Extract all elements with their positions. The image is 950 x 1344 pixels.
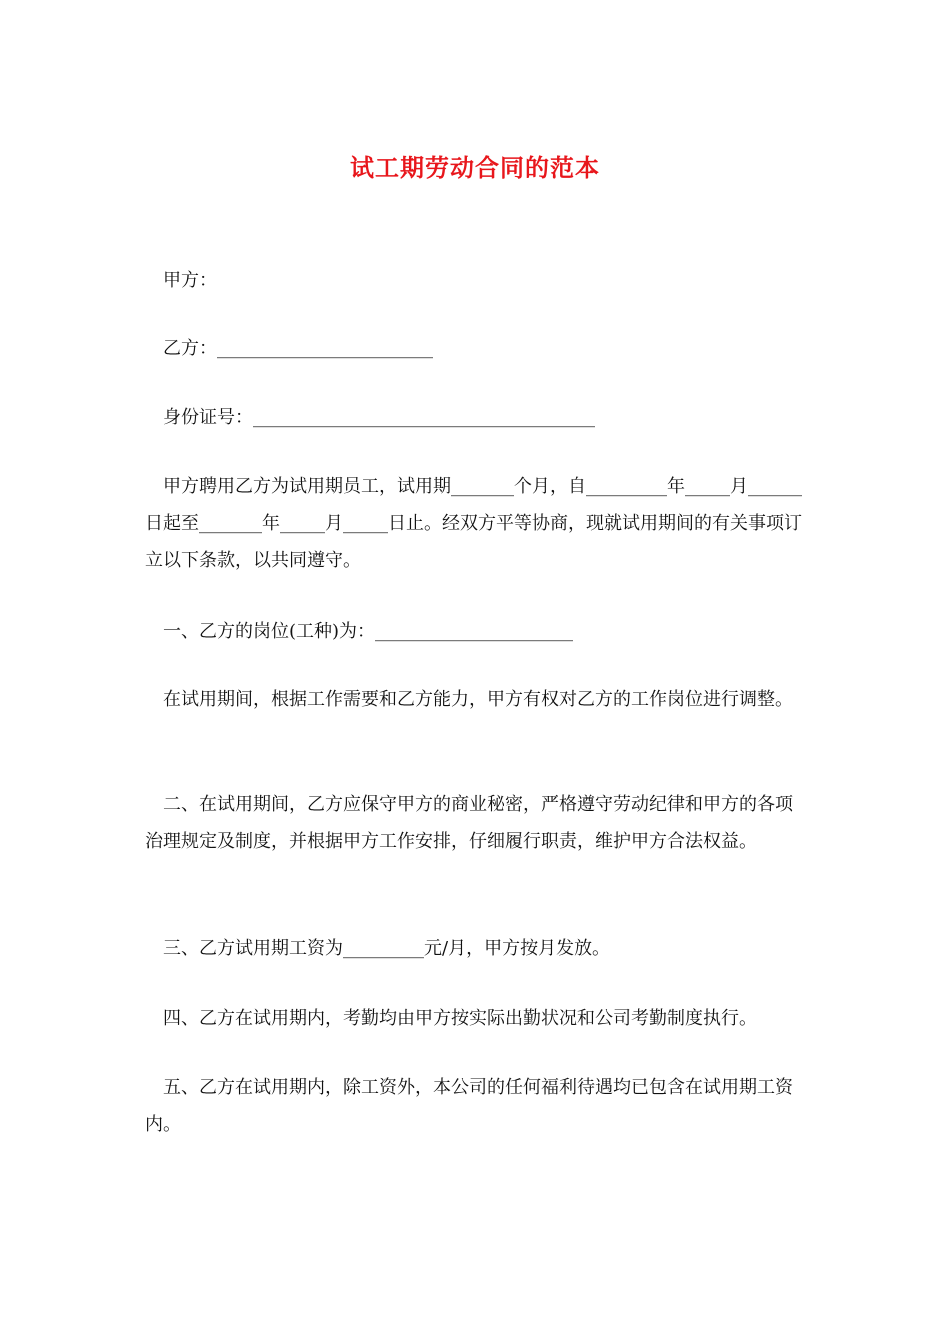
id-number-line: 身份证号：______________________________________ bbox=[163, 407, 595, 428]
clause-2-block bbox=[145, 786, 810, 860]
intro-block bbox=[145, 468, 810, 579]
clause-3-block bbox=[145, 930, 810, 967]
clause-1-line: 一、乙方的岗位(工种)为：______________________ bbox=[163, 621, 574, 642]
clause-1-block bbox=[145, 613, 810, 650]
party-b-line: 乙方：________________________ bbox=[163, 338, 433, 359]
id-number-block bbox=[145, 399, 810, 436]
clause-4-block bbox=[145, 1000, 810, 1037]
party-a-block bbox=[145, 262, 810, 299]
document-title: 试工期劳动合同的范本 bbox=[350, 153, 600, 182]
clause-5-paragraph: 五、乙方在试用期内，除工资外，本公司的任何福利待遇均已包含在试用期工资内。 bbox=[145, 1077, 793, 1135]
clause-5-block bbox=[145, 1069, 810, 1143]
clause-4-paragraph: 四、乙方在试用期内，考勤均由甲方按实际出勤状况和公司考勤制度执行。 bbox=[163, 1008, 757, 1029]
clause-1-note: 在试用期间，根据工作需要和乙方能力，甲方有权对乙方的工作岗位进行调整。 bbox=[163, 689, 793, 710]
clause-1-note-block bbox=[145, 681, 810, 718]
party-a-line: 甲方： bbox=[163, 270, 217, 291]
clause-3-paragraph: 三、乙方试用期工资为_________元/月，甲方按月发放。 bbox=[163, 938, 611, 959]
intro-paragraph: 甲方聘用乙方为试用期员工，试用期_______个月，自_________年_____月______日起至_______年_____月_____日止。经双方平等协商，现就试用期间的有关事项订立以下条款，以共同遵守。 bbox=[145, 476, 802, 571]
clause-2-paragraph: 二、在试用期间，乙方应保守甲方的商业秘密，严格遵守劳动纪律和甲方的各项治理规定及制度，并根据甲方工作安排，仔细履行职责，维护甲方合法权益。 bbox=[145, 794, 793, 852]
party-b-block bbox=[145, 330, 810, 367]
